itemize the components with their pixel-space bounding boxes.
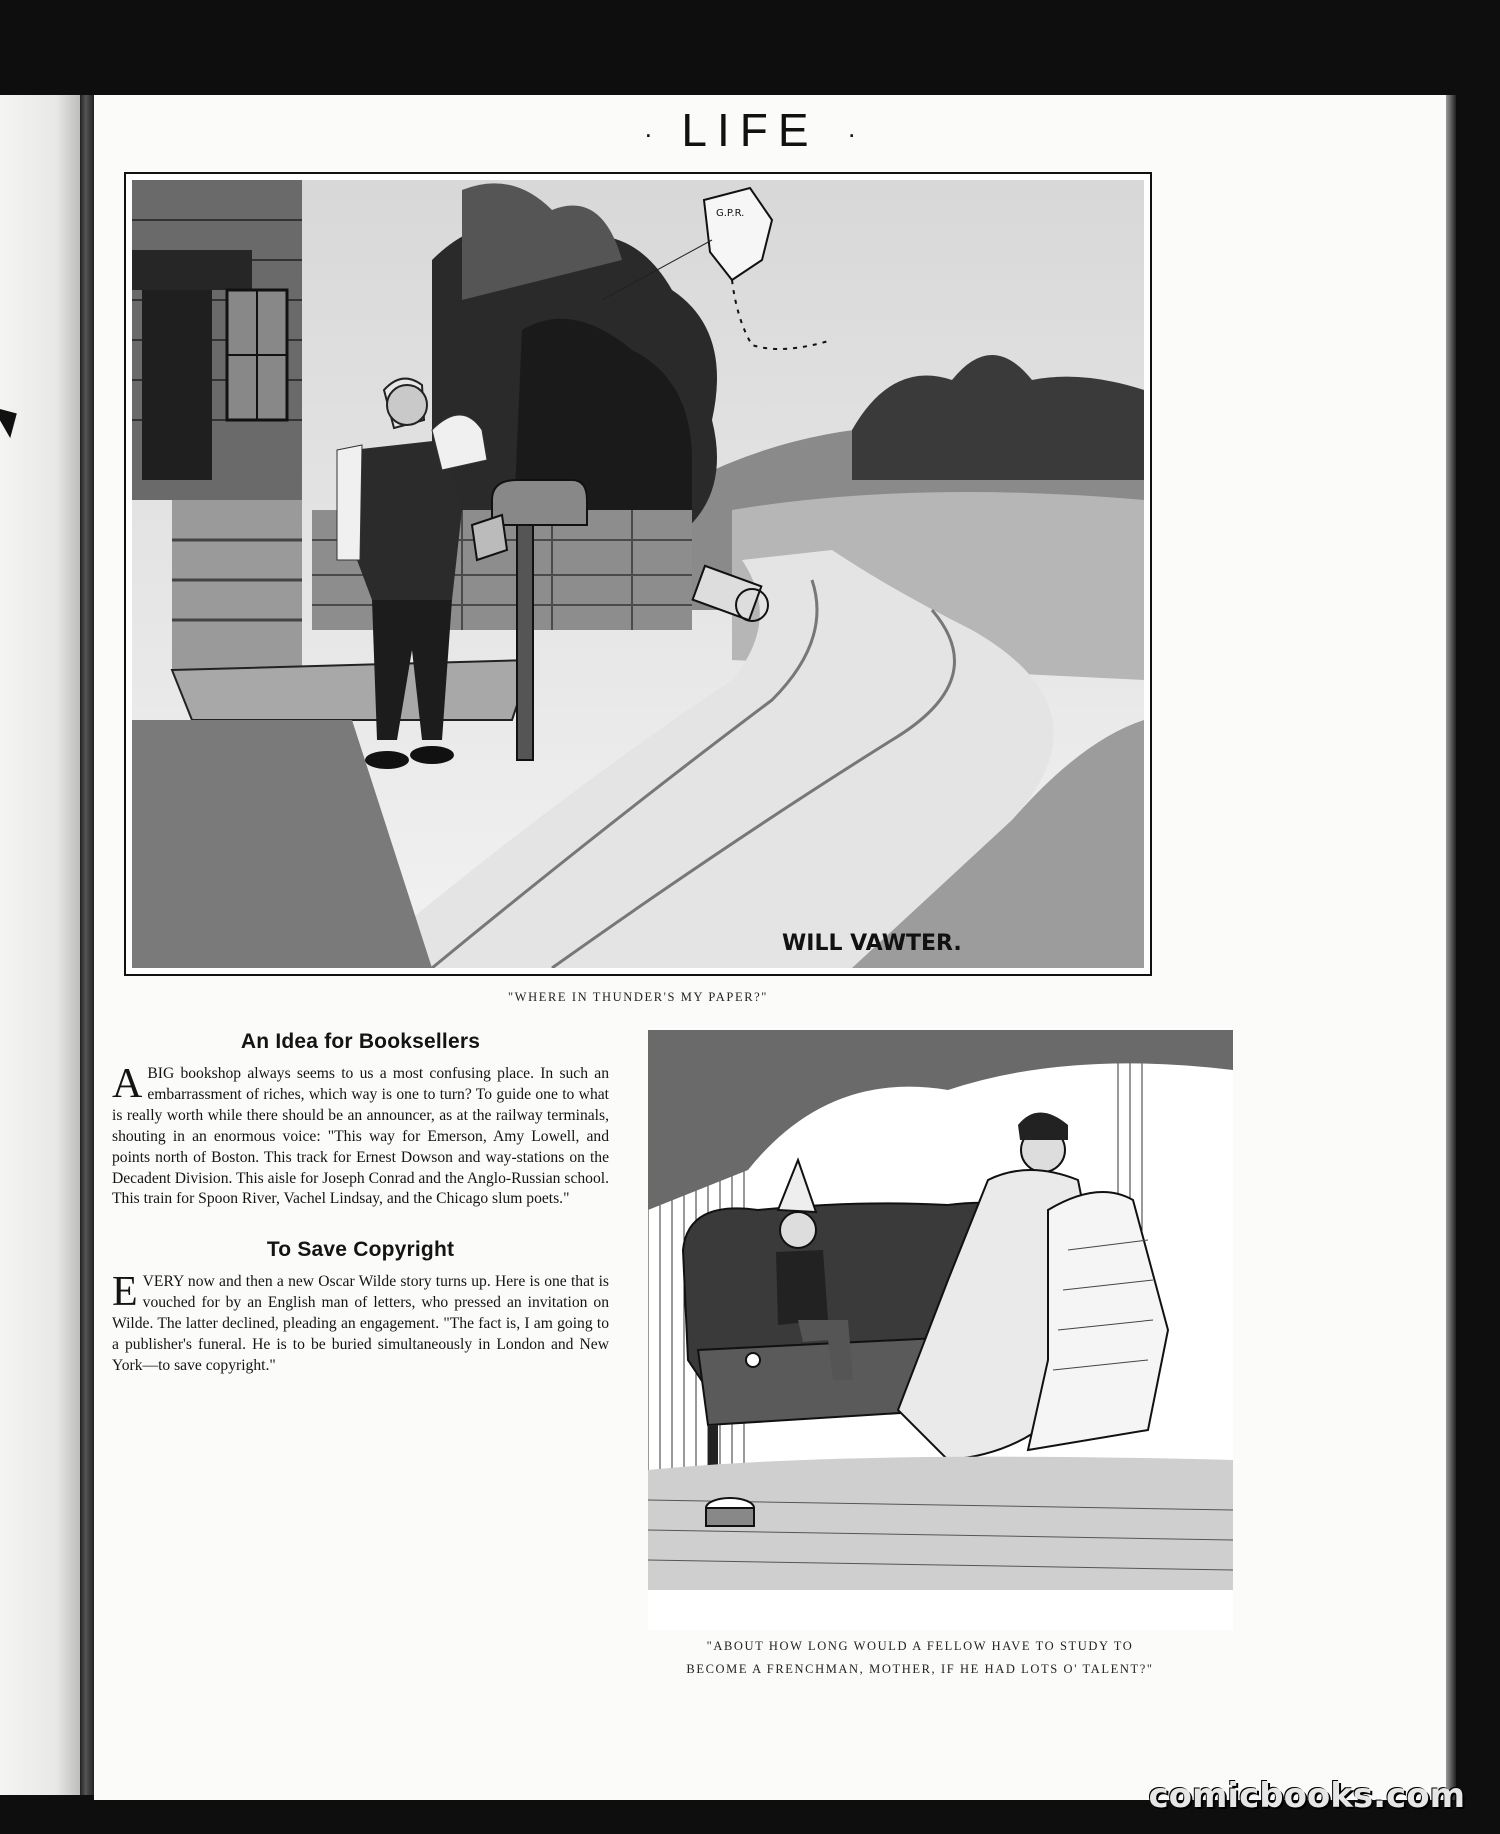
article-text: VERY now and then a new Oscar Wilde story turns up. Here is one that is vouched for by an English man of letters, who pressed an invitation on Wilde. The latter declined, pleading an engagement. "The fact is, I am going to a publisher's funeral. He is to be buried simultaneously in London and New York—to save copyright." xyxy=(112,1273,609,1374)
drop-cap: A xyxy=(112,1061,143,1107)
main-illustration xyxy=(124,172,1152,976)
second-illustration xyxy=(648,1030,1233,1630)
arrow-mark-icon xyxy=(0,398,26,438)
masthead-dot-left: · xyxy=(643,118,653,149)
article-booksellers xyxy=(112,1030,609,1210)
drop-cap: E xyxy=(112,1269,138,1316)
artist-signature: WILL VAWTER. xyxy=(782,931,962,956)
article-body xyxy=(112,1269,609,1377)
book-gutter xyxy=(80,95,94,1795)
masthead-dot-right: · xyxy=(847,118,857,149)
caption-line-2: BECOME A FRENCHMAN, MOTHER, IF HE HAD LOTS O' TALENT?" xyxy=(686,1662,1154,1676)
caption-line-1: "ABOUT HOW LONG WOULD A FELLOW HAVE TO STUDY TO xyxy=(706,1639,1134,1653)
site-watermark: comicbooks.com xyxy=(1148,1776,1465,1816)
facing-page-edge xyxy=(0,95,80,1795)
article-text: BIG bookshop always seems to us a most confusing place. In such an embarrassment of riches, which way is one to turn? To guide one to what is really worth while there should be an announcer, as at the railway terminals, shouting in an enormous voice: "This way for Emerson, Amy Lowell, and points north of Boston. This track for Ernest Dowson and way-stations on the Decadent Division. This aisle for Joseph Conrad and the Anglo-Russian school. This train for Spoon River, Vachel Lindsay, and the Chicago slum poets." xyxy=(112,1065,609,1208)
masthead-title: LIFE xyxy=(681,104,819,156)
main-illustration-caption: "WHERE IN THUNDER'S MY PAPER?" xyxy=(507,990,768,1004)
farm-road-scene-illustration xyxy=(132,180,1144,968)
mother-and-child-illustration xyxy=(648,1030,1233,1630)
toy-drum-icon xyxy=(706,1498,754,1526)
article-copyright xyxy=(112,1238,609,1377)
text-column xyxy=(112,1030,609,1377)
masthead xyxy=(0,103,1500,157)
page-edge-shadow xyxy=(1446,95,1456,1800)
kite-text: G.P.R. xyxy=(716,208,745,219)
article-heading: An Idea for Booksellers xyxy=(240,1030,481,1053)
article-heading: To Save Copyright xyxy=(266,1238,455,1262)
article-body xyxy=(112,1061,609,1210)
second-illustration-caption xyxy=(640,1635,1200,1681)
